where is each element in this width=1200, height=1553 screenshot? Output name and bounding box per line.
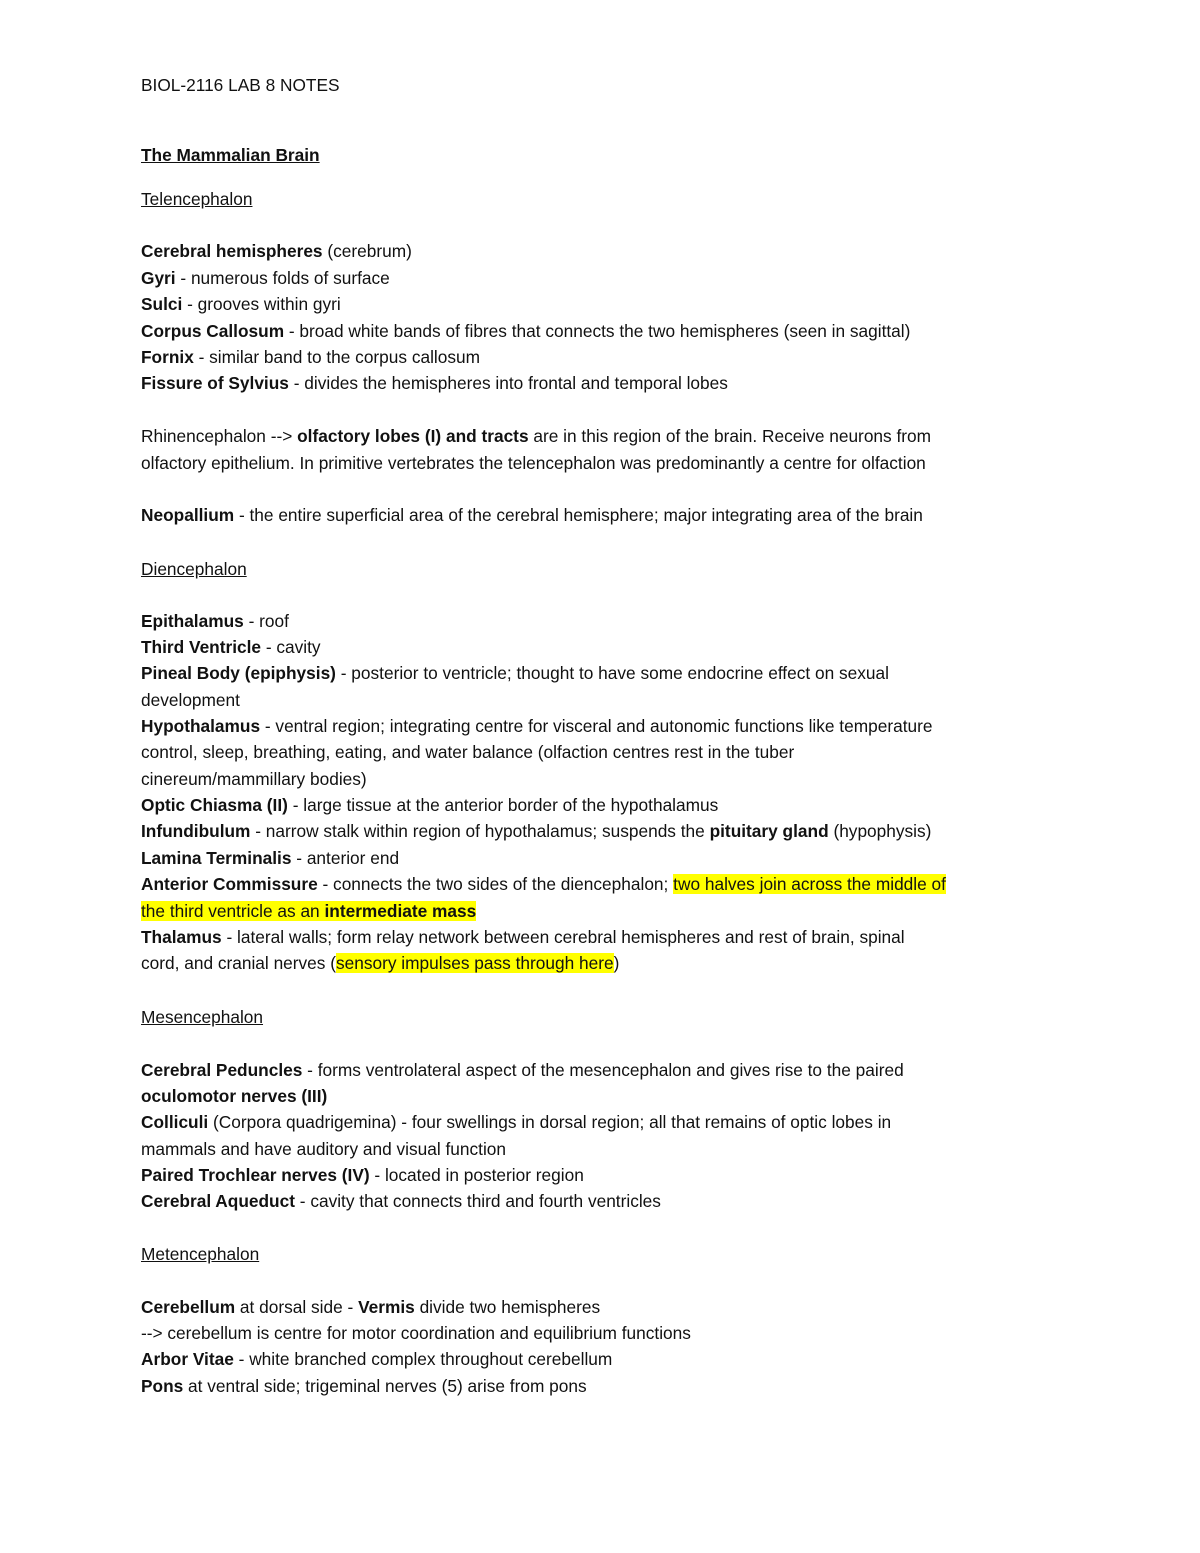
note-trochlear-nerves: Paired Trochlear nerves (IV) - located in posterior region	[141, 1165, 584, 1185]
note-rhinencephalon-cont: olfactory epithelium. In primitive vertebrates the telencephalon was predominantly a centre for olfaction	[141, 453, 926, 473]
note-lamina-terminalis: Lamina Terminalis - anterior end	[141, 848, 400, 868]
section-heading-mesencephalon: Mesencephalon	[141, 1007, 264, 1027]
note-pineal-body-cont: development	[141, 690, 240, 710]
section-heading-metencephalon: Metencephalon	[141, 1244, 260, 1264]
note-epithalamus: Epithalamus - roof	[141, 611, 289, 631]
document-header: BIOL-2116 LAB 8 NOTES	[141, 75, 340, 95]
note-third-ventricle: Third Ventricle - cavity	[141, 637, 321, 657]
page-title: The Mammalian Brain	[141, 145, 320, 165]
note-infundibulum: Infundibulum - narrow stalk within region of hypothalamus; suspends the pituitary gland (hypophysis)	[141, 821, 932, 841]
note-cerebral-peduncles-cont: oculomotor nerves (III)	[141, 1086, 328, 1106]
note-pineal-body: Pineal Body (epiphysis) - posterior to ventricle; thought to have some endocrine effect on sexual	[141, 663, 889, 683]
note-hypothalamus-cont: control, sleep, breathing, eating, and water balance (olfaction centres rest in the tuber	[141, 742, 795, 762]
note-rhinencephalon: Rhinencephalon --> olfactory lobes (I) and tracts are in this region of the brain. Receive neurons from	[141, 426, 932, 446]
note-cerebral-aqueduct: Cerebral Aqueduct - cavity that connects third and fourth ventricles	[141, 1191, 661, 1211]
note-hypothalamus-cont-2: cinereum/mammillary bodies)	[141, 769, 367, 789]
highlight-intermediate-mass: two halves join across the middle of	[673, 874, 946, 894]
note-hypothalamus: Hypothalamus - ventral region; integrating centre for visceral and autonomic functions like temperature	[141, 716, 933, 736]
note-corpus-callosum: Corpus Callosum - broad white bands of fibres that connects the two hemispheres (seen in sagittal)	[141, 321, 911, 341]
note-thalamus: Thalamus - lateral walls; form relay network between cerebral hemispheres and rest of brain, spinal	[141, 927, 905, 947]
note-optic-chiasma: Optic Chiasma (II) - large tissue at the anterior border of the hypothalamus	[141, 795, 719, 815]
note-gyri: Gyri - numerous folds of surface	[141, 268, 390, 288]
note-fornix: Fornix - similar band to the corpus callosum	[141, 347, 481, 367]
note-anterior-commissure-cont: the third ventricle as an intermediate mass	[141, 901, 477, 921]
note-cerebral-hemispheres: Cerebral hemispheres (cerebrum)	[141, 241, 412, 261]
note-anterior-commissure: Anterior Commissure - connects the two sides of the diencephalon; two halves join across the middle of	[141, 874, 946, 894]
section-heading-telencephalon: Telencephalon	[141, 189, 253, 209]
note-colliculi-cont: mammals and have auditory and visual function	[141, 1139, 507, 1159]
note-sulci: Sulci - grooves within gyri	[141, 294, 341, 314]
note-cerebellum: Cerebellum at dorsal side - Vermis divide two hemispheres	[141, 1297, 601, 1317]
note-thalamus-cont: cord, and cranial nerves (sensory impulses pass through here)	[141, 953, 620, 973]
note-neopallium: Neopallium - the entire superficial area of the cerebral hemisphere; major integrating area of the brain	[141, 505, 923, 525]
note-colliculi: Colliculi (Corpora quadrigemina) - four swellings in dorsal region; all that remains of optic lobes in	[141, 1112, 892, 1132]
note-arbor-vitae: Arbor Vitae - white branched complex throughout cerebellum	[141, 1349, 613, 1369]
section-heading-diencephalon: Diencephalon	[141, 559, 247, 579]
note-pons: Pons at ventral side; trigeminal nerves (5) arise from pons	[141, 1376, 587, 1396]
note-fissure-of-sylvius: Fissure of Sylvius - divides the hemispheres into frontal and temporal lobes	[141, 373, 728, 393]
note-cerebral-peduncles: Cerebral Peduncles - forms ventrolateral aspect of the mesencephalon and gives rise to the paired	[141, 1060, 904, 1080]
highlight-sensory-impulses: sensory impulses pass through here	[336, 953, 614, 973]
note-cerebellum-function: --> cerebellum is centre for motor coordination and equilibrium functions	[141, 1323, 691, 1343]
